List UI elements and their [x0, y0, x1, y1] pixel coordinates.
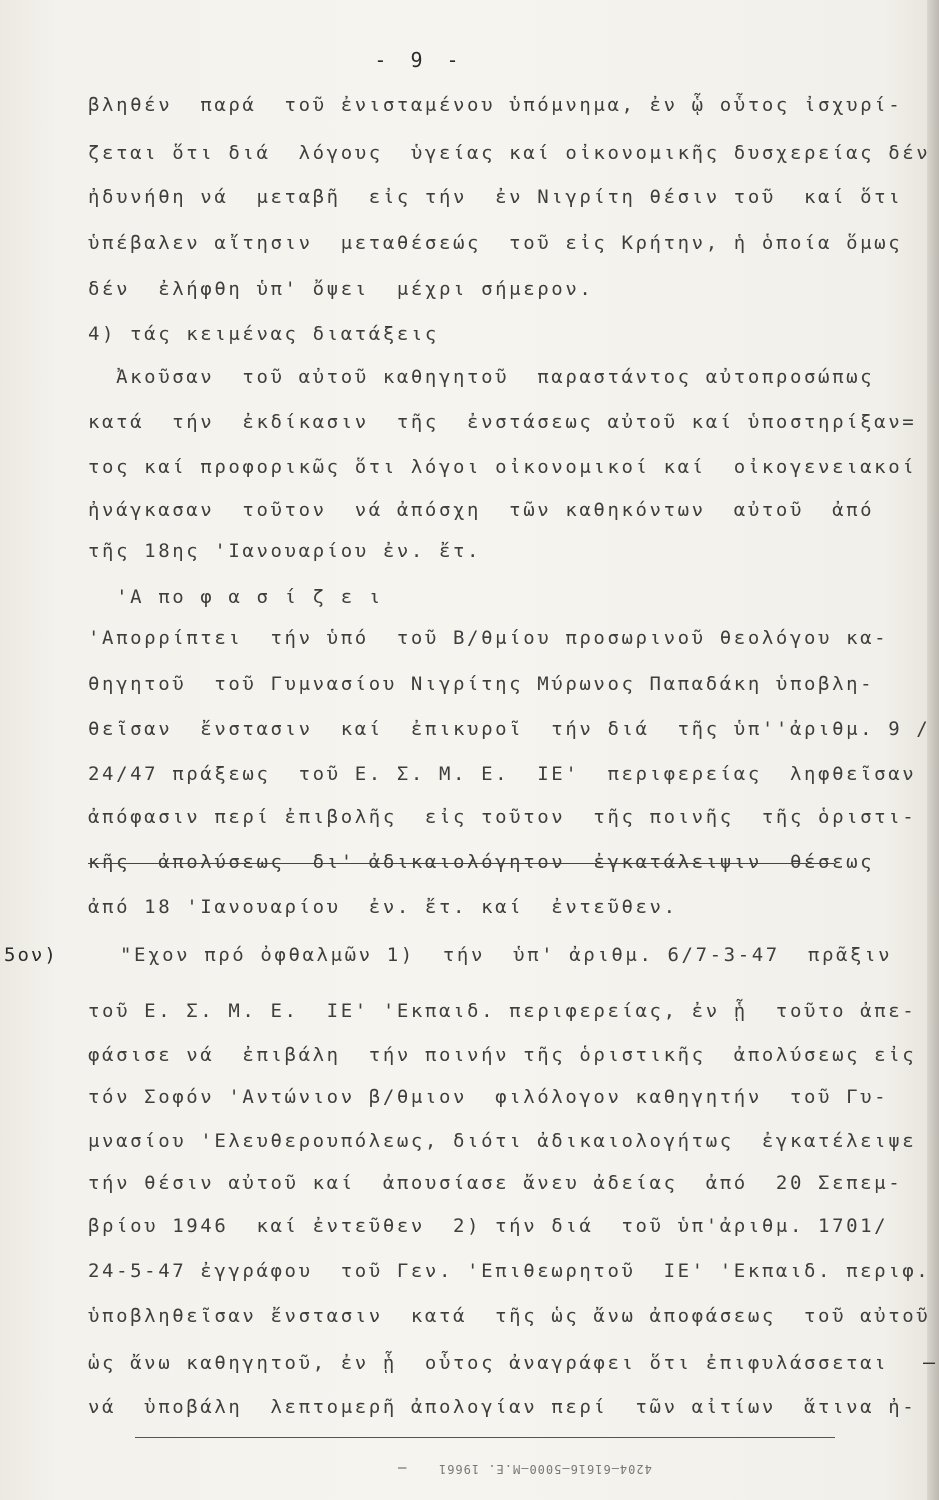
text-line-1: βληθέν παρά τοῦ ἐνισταμένου ὑπόμνημα, ἐν ᾧ οὗτος ἰσχυρί- — [88, 94, 903, 116]
text-line-27: 24-5-47 ἐγγράφου τοῦ Γεν. 'Επιθεωρητοῦ ΙΕ' 'Εκπαιδ. περιφ. — [88, 1260, 931, 1282]
text-line-16: 24/47 πράξεως τοῦ Ε. Σ. Μ. Ε. ΙΕ' περιφερείας ληφθεῖσαν — [88, 763, 917, 785]
text-line-28: ὑποβληθεῖσαν ἔνστασιν κατά τῆς ὡς ἄνω ἀποφάσεως τοῦ αὐτοῦ — [88, 1305, 931, 1327]
text-line-20: "Εχον πρό ὀφθαλμῶν 1) τήν ὑπ' ἀριθμ. 6/7-3-47 πρᾶξιν — [120, 944, 893, 966]
text-line-6: 4) τάς κειμένας διατάξεις — [88, 323, 439, 345]
text-line-13: 'Απορρίπτει τήν ὑπό τοῦ Β/θμίου προσωρινοῦ θεολόγου κα- — [88, 627, 889, 649]
decision-heading: 'Α πο φ α σ ί ζ ε ι — [88, 586, 383, 608]
text-line-2: ζεται ὅτι διά λόγους ὑγείας καί οἰκονομικῆς δυσχερείας δέν — [88, 142, 931, 164]
text-line-5: δέν ἐλήφθη ὑπ' ὄψει μέχρι σήμερον. — [88, 278, 594, 300]
text-line-11: τῆς 18ης 'Ιανουαρίου ἐν. ἔτ. — [88, 540, 482, 562]
text-line-21: τοῦ Ε. Σ. Μ. Ε. ΙΕ' 'Εκπαιδ. περιφερείας, ἐν ᾗ τοῦτο ἀπε- — [88, 1000, 917, 1022]
text-line-8: κατά τήν ἐκδίκασιν τῆς ἐνστάσεως αὐτοῦ καί ὑποστηρίξαν= — [88, 411, 917, 433]
text-line-22: φάσισε νά ἐπιβάλη τήν ποινήν τῆς ὁριστικῆς ἀπολύσεως εἰς — [88, 1044, 917, 1066]
text-line-14: θηγητοῦ τοῦ Γυμνασίου Νιγρίτης Μύρωνος Παπαδάκη ὑποβλη- — [88, 673, 875, 695]
text-line-25: τήν θέσιν αὐτοῦ καί ἀπουσίασε ἄνευ ἀδείας ἀπό 20 Σεπεμ- — [88, 1172, 903, 1194]
text-line-24: μνασίου 'Ελευθερουπόλεως, διότι ἀδικαιολογήτως ἐγκατέλειψε — [88, 1130, 917, 1152]
text-line-4: ὑπέβαλεν αἴτησιν μεταθέσεώς τοῦ εἰς Κρήτην, ἡ ὁποία ὅμως — [88, 232, 903, 254]
struck-through-line: κῆς ἀπολύσεως δι' ἀδικαιολόγητον ἐγκατάλειψιν θέσεως — [88, 851, 875, 873]
text-line-7: Ἀκοῦσαν τοῦ αὐτοῦ καθηγητοῦ παραστάντος αὐτοπροσώπως — [88, 366, 875, 388]
text-line-30: νά ὑποβάλη λεπτομερῆ ἀπολογίαν περί τῶν αἰτίων ἅτινα ἠ- — [88, 1396, 917, 1418]
text-line-23: τόν Σοφόν 'Αντώνιον β/θμιον φιλόλογον καθηγητήν τοῦ Γυ- — [88, 1086, 889, 1108]
text-line-9: τος καί προφορικῶς ὅτι λόγοι οἰκονομικοί καί οἰκογενειακοί — [88, 456, 917, 478]
text-line-15: θεῖσαν ἔνστασιν καί ἐπικυροῖ τήν διά τῆς ὑπ''ἀριθμ. 9 / — [88, 718, 931, 740]
text-line-19: ἀπό 18 'Ιανουαρίου ἐν. ἔτ. καί ἐντεῦθεν. — [88, 896, 678, 918]
text-line-29: ὡς ἄνω καθηγητοῦ, ἐν ᾗ οὗτος ἀναγράφει ὅτι ἐπιφυλάσσεται — [88, 1352, 889, 1374]
bottom-rule — [135, 1437, 835, 1438]
text-line-3: ἠδυνήθη νά μεταβῆ εἰς τήν ἐν Νιγρίτη θέσιν τοῦ καί ὅτι — [88, 186, 903, 208]
text-line-17: ἀπόφασιν περί ἐπιβολῆς εἰς τοῦτον τῆς ποινῆς τῆς ὁριστι- — [88, 806, 917, 828]
margin-dash-mark: — — [922, 1350, 935, 1374]
margin-section-number: 5ον) — [4, 944, 58, 966]
footer-dash-mark: — — [398, 1460, 407, 1476]
printer-footer: 4204—61616—5000—Μ.Ε. 19661 — [438, 1462, 652, 1476]
text-line-26: βρίου 1946 καί ἐντεῦθεν 2) τήν διά τοῦ ὑπ'ἀριθμ. 1701/ — [88, 1215, 889, 1237]
page-number: - 9 - — [374, 48, 465, 72]
text-line-10: ἠνάγκασαν τοῦτον νά ἀπόσχη τῶν καθηκόντων αὐτοῦ ἀπό — [88, 499, 875, 521]
